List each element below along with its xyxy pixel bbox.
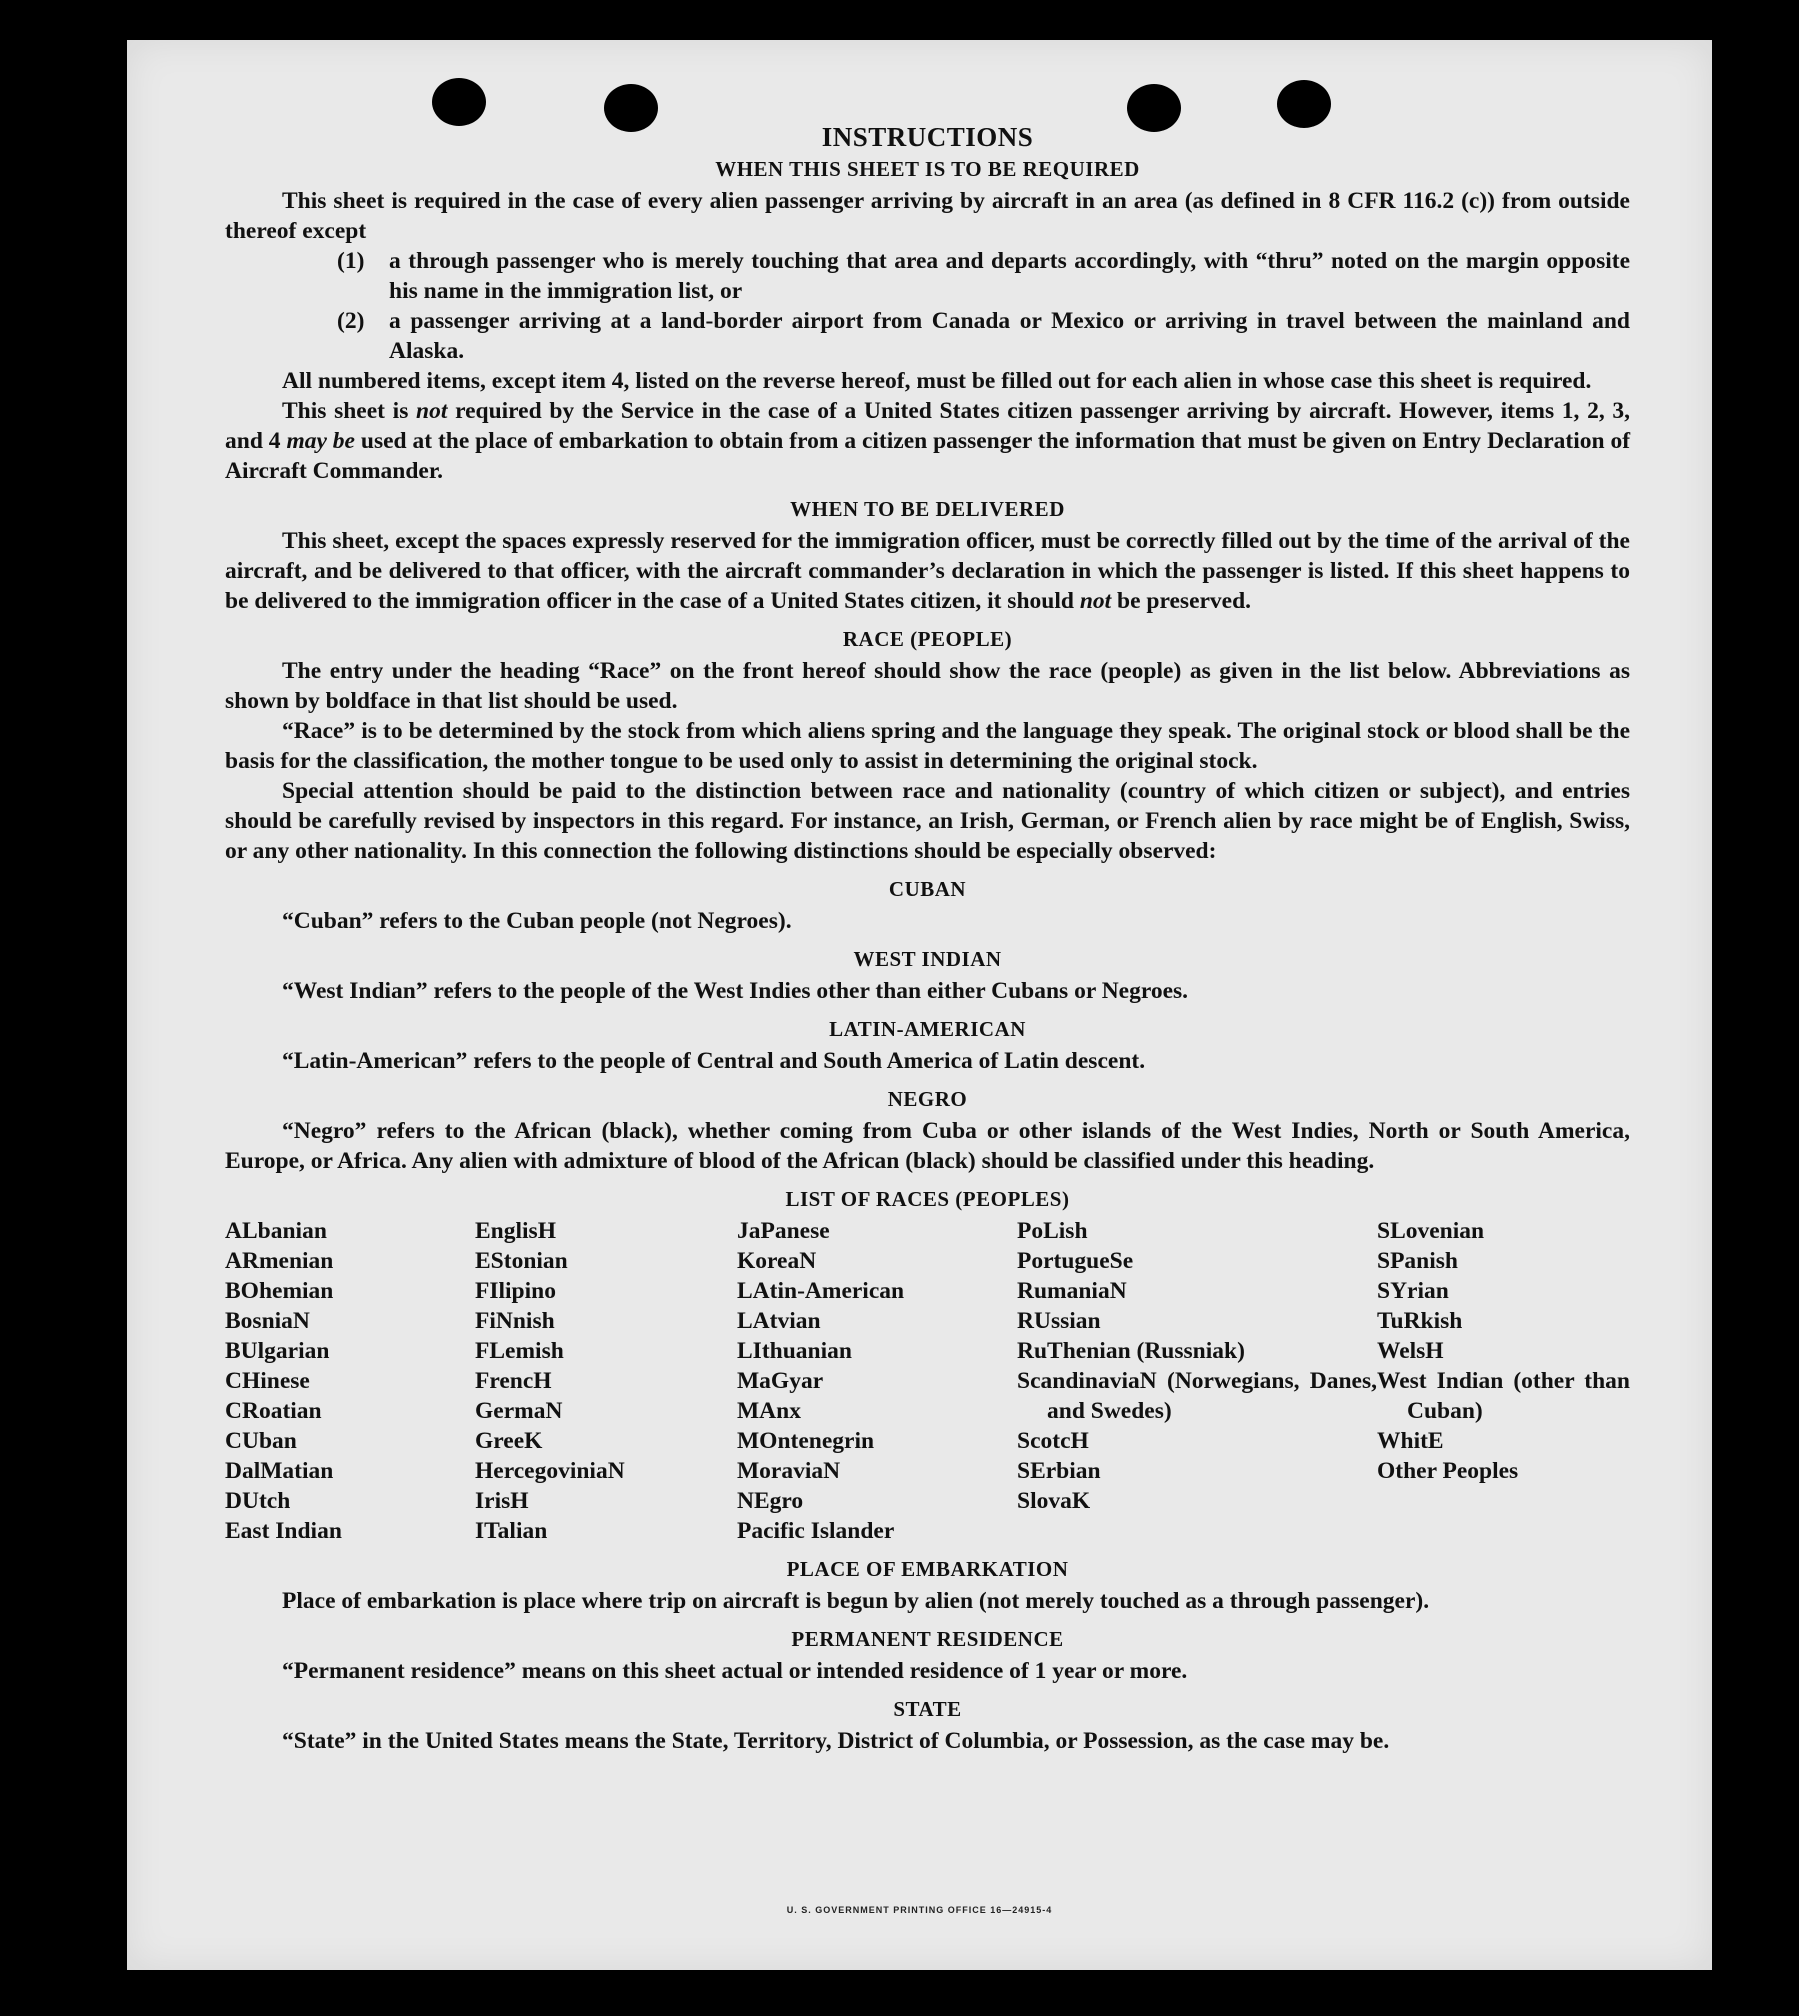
state-definition: “State” in the United States means the State, Territory, District of Columbia, or Possession, as the case may be. bbox=[282, 1728, 1390, 1754]
race-entry: PortugueSe bbox=[1017, 1248, 1134, 1274]
section-heading-residence: PERMANENT RESIDENCE bbox=[791, 1627, 1064, 1651]
race-entry: MaGyar bbox=[737, 1368, 824, 1394]
item-text: a through passenger who is merely touching that area and departs accordingly, with “thru” noted on the margin opposite his name in the immigration list, or bbox=[389, 248, 1630, 304]
section-heading-cuban: CUBAN bbox=[888, 877, 967, 901]
punch-hole bbox=[432, 78, 486, 126]
races-column-1 bbox=[225, 1216, 475, 1546]
latin-american-definition: “Latin-American” refers to the people of Central and South America of Latin descent. bbox=[282, 1048, 1146, 1074]
race-entry: SLovenian bbox=[1377, 1218, 1485, 1244]
race-paragraph-3: Special attention should be paid to the distinction between race and nationality (country of which citizen or subject), and entries should be carefully revised by inspectors in this regard. For instance, an Irish, German, or French alien by race might be of English, Swiss, or any other nationality. In this connection the following distinctions should be especially observed: bbox=[225, 778, 1630, 864]
exception-item-1 bbox=[337, 246, 1630, 306]
delivery-paragraph: This sheet, except the spaces expressly reserved for the immigration officer, must be correctly filled out by the time of the arrival of the aircraft, and be delivered to that officer, with the aircraft commander’s declaration in which the passenger is listed. If this sheet happens to be delivered to the immigration officer in the case of a United States citizen, it should not be preserved. bbox=[225, 528, 1630, 614]
races-column-3 bbox=[737, 1216, 1017, 1546]
race-entry: FIlipino bbox=[475, 1278, 556, 1304]
race-entry: GermaN bbox=[475, 1398, 563, 1424]
race-entry: RUssian bbox=[1017, 1308, 1101, 1334]
race-entry: ITalian bbox=[475, 1518, 548, 1544]
page-title: INSTRUCTIONS bbox=[821, 122, 1034, 152]
race-entry: KoreaN bbox=[737, 1248, 817, 1274]
race-entry: CUban bbox=[225, 1428, 297, 1454]
race-entry: SlovaK bbox=[1017, 1488, 1091, 1514]
race-entry: ALbanian bbox=[225, 1218, 327, 1244]
race-entry: WelsH bbox=[1377, 1338, 1444, 1364]
race-entry: JaPanese bbox=[737, 1218, 830, 1244]
race-entry: IrisH bbox=[475, 1488, 529, 1514]
document-sheet bbox=[127, 40, 1712, 1970]
section-heading-when-delivered: WHEN TO BE DELIVERED bbox=[790, 497, 1065, 521]
race-entry: RumaniaN bbox=[1017, 1278, 1127, 1304]
race-entry: EStonian bbox=[475, 1248, 568, 1274]
section-heading-negro: NEGRO bbox=[887, 1087, 968, 1111]
race-entry: BosniaN bbox=[225, 1308, 310, 1334]
race-entry: Pacific Islander bbox=[737, 1518, 895, 1544]
section-heading-state: STATE bbox=[893, 1697, 962, 1721]
race-entry: WhitE bbox=[1377, 1428, 1444, 1454]
race-entry: DalMatian bbox=[225, 1458, 334, 1484]
race-entry: FiNnish bbox=[475, 1308, 555, 1334]
race-entry: FLemish bbox=[475, 1338, 564, 1364]
race-entry: MoraviaN bbox=[737, 1458, 841, 1484]
race-paragraph-1: The entry under the heading “Race” on the front hereof should show the race (people) as given in the list below. Abbreviations as shown by boldface in that list should be used. bbox=[225, 658, 1630, 714]
section-heading-west-indian: WEST INDIAN bbox=[853, 947, 1002, 971]
race-entry: EnglisH bbox=[475, 1218, 556, 1244]
race-entry: ScotcH bbox=[1017, 1428, 1089, 1454]
race-entry: MAnx bbox=[737, 1398, 801, 1424]
printing-office-imprint: U. S. GOVERNMENT PRINTING OFFICE 16—24915-4 bbox=[786, 1905, 1053, 1915]
negro-definition: “Negro” refers to the African (black), whether coming from Cuba or other islands of the West Indies, North or South America, Europe, or Africa. Any alien with admixture of blood of the African (black) should be classified under this heading. bbox=[225, 1118, 1630, 1174]
races-column-5 bbox=[1377, 1216, 1630, 1546]
race-entry: SErbian bbox=[1017, 1458, 1101, 1484]
numbered-items-paragraph: All numbered items, except item 4, listed on the reverse hereof, must be filled out for each alien in whose case this sheet is required. bbox=[282, 368, 1592, 394]
race-entry: RuThenian (Russniak) bbox=[1017, 1338, 1245, 1364]
race-entry: SYrian bbox=[1377, 1278, 1449, 1304]
race-entry: LAtin-American bbox=[737, 1278, 905, 1304]
when-required-paragraph: This sheet is required in the case of every alien passenger arriving by aircraft in an area (as defined in 8 CFR 116.2 (c)) from outside thereof except bbox=[225, 188, 1630, 244]
race-entry: HercegoviniaN bbox=[475, 1458, 625, 1484]
section-heading-when-required: WHEN THIS SHEET IS TO BE REQUIRED bbox=[715, 157, 1140, 181]
races-column-2 bbox=[475, 1216, 737, 1546]
instructions-body bbox=[225, 122, 1630, 1756]
section-heading-latin-american: LATIN-AMERICAN bbox=[829, 1017, 1026, 1041]
race-entry: MOntenegrin bbox=[737, 1428, 875, 1454]
race-entry: PoLish bbox=[1017, 1218, 1088, 1244]
race-entry: ARmenian bbox=[225, 1248, 334, 1274]
race-entry: NEgro bbox=[737, 1488, 804, 1514]
race-entry: DUtch bbox=[225, 1488, 291, 1514]
exception-item-2 bbox=[337, 306, 1630, 366]
race-entry: East Indian bbox=[225, 1518, 342, 1544]
cuban-definition: “Cuban” refers to the Cuban people (not Negroes). bbox=[282, 908, 792, 934]
section-heading-embarkation: PLACE OF EMBARKATION bbox=[786, 1557, 1069, 1581]
races-column-4 bbox=[1017, 1216, 1377, 1546]
residence-definition: “Permanent residence” means on this sheet actual or intended residence of 1 year or more. bbox=[282, 1658, 1188, 1684]
citizen-paragraph: This sheet is not required by the Service in the case of a United States citizen passenger arriving by aircraft. However, items 1, 2, 3, and 4 may be used at the place of embarkation to obtain from a citizen passenger the information that must be given on Entry Declaration of Aircraft Commander. bbox=[225, 398, 1631, 484]
races-list bbox=[225, 1216, 1630, 1546]
section-heading-list-of-races: LIST OF RACES (PEOPLES) bbox=[785, 1187, 1070, 1211]
race-entry: LIthuanian bbox=[737, 1338, 852, 1364]
item-number: (2) bbox=[337, 308, 365, 334]
race-entry: CRoatian bbox=[225, 1398, 322, 1424]
race-entry: LAtvian bbox=[737, 1308, 821, 1334]
race-entry: ScandinaviaN (Norwegians, Danes, and Swedes) bbox=[1017, 1368, 1377, 1424]
race-entry: BOhemian bbox=[225, 1278, 334, 1304]
race-entry: CHinese bbox=[225, 1368, 310, 1394]
item-text: a passenger arriving at a land-border airport from Canada or Mexico or arriving in travel between the mainland and Alaska. bbox=[389, 308, 1630, 364]
embarkation-definition: Place of embarkation is place where trip on aircraft is begun by alien (not merely touched as a through passenger). bbox=[282, 1588, 1430, 1614]
race-entry: Other Peoples bbox=[1377, 1458, 1519, 1484]
item-number: (1) bbox=[337, 248, 365, 274]
race-entry: BUlgarian bbox=[225, 1338, 330, 1364]
race-entry: West Indian (other than Cuban) bbox=[1377, 1368, 1630, 1424]
race-paragraph-2: “Race” is to be determined by the stock from which aliens spring and the language they speak. The original stock or blood shall be the basis for the classification, the mother tongue to be used only to assist in determining the original stock. bbox=[225, 718, 1630, 774]
race-entry: SPanish bbox=[1377, 1248, 1458, 1274]
west-indian-definition: “West Indian” refers to the people of the West Indies other than either Cubans or Negroes. bbox=[282, 978, 1189, 1004]
race-entry: GreeK bbox=[475, 1428, 543, 1454]
race-entry: TuRkish bbox=[1377, 1308, 1463, 1334]
punch-hole bbox=[1277, 80, 1331, 128]
race-entry: FrencH bbox=[475, 1368, 552, 1394]
section-heading-race: RACE (PEOPLE) bbox=[842, 627, 1013, 651]
